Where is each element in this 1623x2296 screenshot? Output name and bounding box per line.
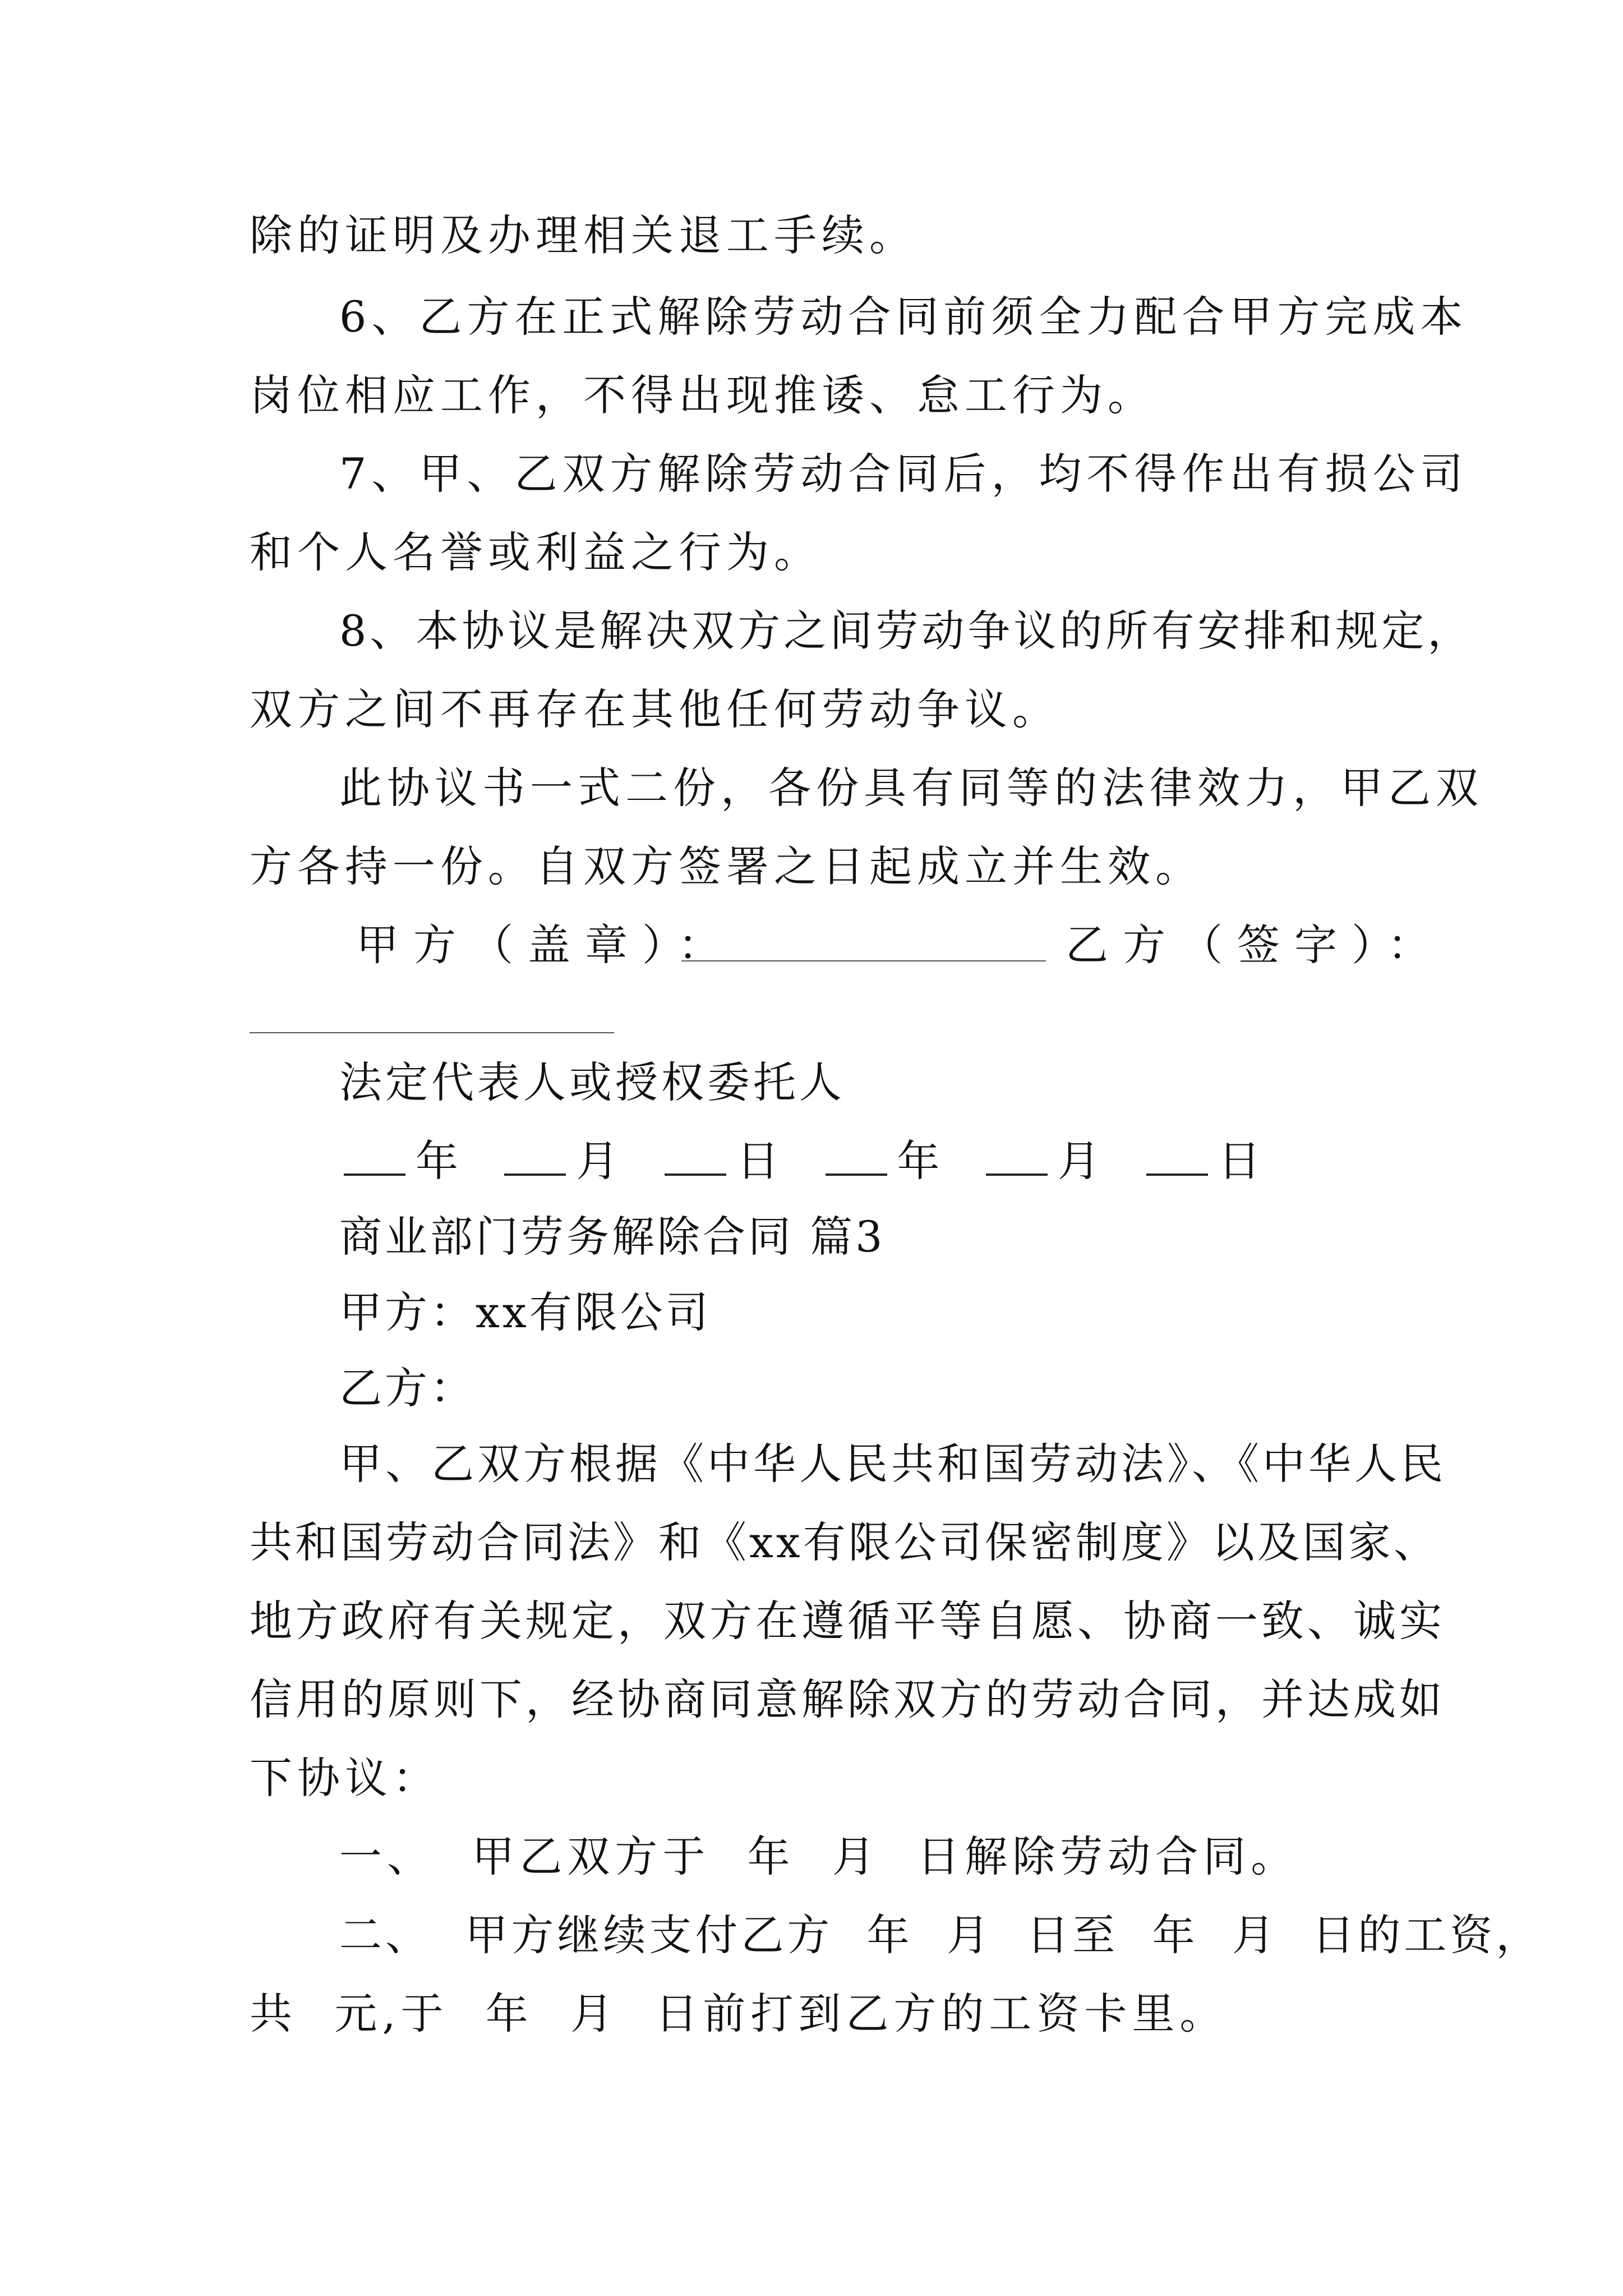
month-blank — [986, 1171, 1048, 1176]
copies-clause: 此协议书一式二份，各份具有同等的法律效力，甲乙双 — [339, 763, 1483, 813]
text-line: 地方政府有关规定，双方在遵循平等自愿、协商一致、诚实 — [250, 1596, 1445, 1646]
text-line: 除的证明及办理相关退工手续。 — [250, 210, 917, 260]
clause-one: 一、 甲乙双方于 年 月 日解除劳动合同。 — [339, 1832, 1299, 1881]
day-blank — [1146, 1171, 1208, 1176]
agreement-intro: 甲、乙双方根据《中华人民共和国劳动法》、《中华人民 — [339, 1439, 1446, 1489]
party-b-sign-label: 乙方（签字）： — [1066, 920, 1445, 970]
month-label: 月 — [1057, 1136, 1100, 1186]
clause-6: 6、乙方在正式解除劳动合同前须全力配合甲方完成本 — [339, 292, 1468, 342]
month-label: 月 — [576, 1136, 619, 1186]
text-line: 双方之间不再存在其他任何劳动争议。 — [250, 684, 1060, 734]
party-b-signature-line — [250, 1032, 614, 1033]
text-line: 下协议： — [250, 1753, 440, 1803]
section-title: 商业部门劳务解除合同 篇3 — [339, 1212, 886, 1262]
text-line: 信用的原则下，经协商同意解除双方的劳动合同，并达成如 — [250, 1674, 1445, 1724]
representative-label: 法定代表人或授权委托人 — [339, 1057, 845, 1107]
year-blank — [826, 1171, 887, 1176]
year-label: 年 — [416, 1136, 458, 1186]
text-line: 共 元,于 年 月 日前打到乙方的工资卡里。 — [250, 1989, 1228, 2039]
clause-8: 8、本协议是解决双方之间劳动争议的所有安排和规定， — [339, 606, 1474, 656]
text-line: 和个人名誉或利益之行为。 — [250, 527, 822, 577]
text-line: 方各持一份。自双方签署之日起成立并生效。 — [250, 841, 1203, 891]
year-blank — [344, 1171, 405, 1176]
text-line: 岗位相应工作，不得出现推诿、怠工行为。 — [250, 370, 1155, 420]
date-fields — [334, 1133, 1261, 1189]
day-label: 日 — [1218, 1136, 1261, 1186]
party-b-line: 乙方： — [339, 1363, 476, 1413]
text-line: 共和国劳动合同法》和《xx有限公司保密制度》以及国家、 — [250, 1517, 1439, 1567]
day-blank — [665, 1171, 726, 1176]
party-a-line: 甲方：xx有限公司 — [339, 1287, 711, 1337]
clause-two: 二、 甲方继续支付乙方 年 月 日至 年 月 日的工资， — [339, 1910, 1542, 1960]
clause-7: 7、甲、乙双方解除劳动合同后，均不得作出有损公司 — [339, 449, 1468, 499]
day-label: 日 — [736, 1136, 780, 1186]
month-blank — [504, 1171, 566, 1176]
party-a-seal-label: 甲方（盖章）： — [356, 920, 735, 970]
party-a-signature-line — [681, 960, 1046, 961]
year-label: 年 — [897, 1136, 940, 1186]
